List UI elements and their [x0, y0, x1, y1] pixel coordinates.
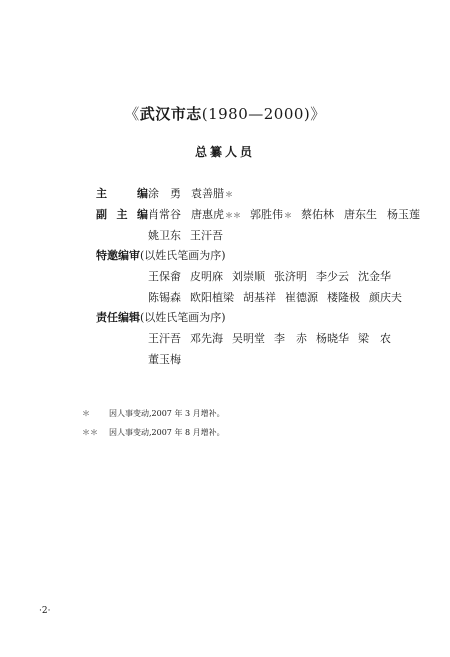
name-list [148, 206, 421, 222]
person-name: 颜庆夫 [369, 290, 402, 304]
footnote [82, 404, 225, 423]
person-name: 楼隆极 [327, 290, 360, 304]
special-editors-row [96, 286, 436, 307]
person-name: 涂 勇 [148, 186, 181, 200]
title-close-bracket: 》 [310, 105, 326, 123]
person-name: 刘崇顺 [232, 269, 265, 283]
person-name: 吴明堂 [232, 331, 265, 345]
person-name: 蔡佑林 [301, 207, 334, 221]
person-name: 王汗吾 [190, 228, 223, 242]
editor-in-chief-row [96, 182, 436, 203]
deputy-editor-row [96, 203, 436, 224]
person-name: 董玉梅 [148, 352, 181, 366]
footnote-symbol: ＊ [82, 409, 90, 418]
person-name: 王保畲 [148, 269, 181, 283]
person-name: 肖常谷 [148, 207, 181, 221]
special-editors-heading: 特邀编审 (以姓氏笔画为序) [96, 249, 226, 262]
person-name: 郭胜伟＊ [250, 207, 292, 221]
person-name: 邓先海 [190, 331, 223, 345]
footnote-text: 因人事变动,2007 年 3 月增补。 [109, 409, 225, 418]
footnotes [82, 404, 225, 442]
role-label: 副 主 编 [96, 207, 148, 221]
person-name: 崔德源 [285, 290, 318, 304]
name-list [148, 227, 223, 243]
special-editors-row [96, 265, 436, 286]
page-number: ·2· [39, 606, 51, 616]
title-name: 武汉市志 [139, 105, 202, 123]
person-name: 胡基祥 [243, 290, 276, 304]
footnote [82, 423, 225, 442]
section-heading: 总纂人员 [194, 145, 255, 159]
staff-list [96, 182, 436, 369]
responsible-editors-row [96, 348, 436, 369]
role-label: 主 编 [96, 186, 148, 200]
person-name: 杨玉莲 [387, 207, 420, 221]
person-name: 梁 农 [358, 331, 391, 345]
person-name: 皮明庥 [190, 269, 223, 283]
person-name: 陈锡森 [148, 290, 181, 304]
person-name: 姚卫东 [148, 228, 181, 242]
name-list [148, 351, 181, 367]
person-name: 欧阳植梁 [190, 290, 234, 304]
person-name: 唐惠虎＊＊ [191, 207, 241, 221]
book-title [0, 103, 450, 124]
name-list [148, 330, 391, 346]
person-name: 张济明 [274, 269, 307, 283]
deputy-editor-row-continued [96, 224, 436, 245]
title-open-bracket: 《 [124, 105, 140, 123]
person-name: 李少云 [316, 269, 349, 283]
title-years: (1980—2000) [201, 105, 311, 123]
name-list [148, 185, 233, 201]
person-name: 袁善腊＊ [191, 186, 233, 200]
name-list [148, 268, 391, 284]
responsible-editors-heading: 责任编辑 (以姓氏笔画为序) [96, 311, 226, 324]
name-list [148, 289, 402, 305]
responsible-editors-row [96, 327, 436, 348]
footnote-symbol: ＊＊ [82, 428, 98, 437]
person-name: 李 赤 [274, 331, 307, 345]
person-name: 唐东生 [344, 207, 377, 221]
footnote-text: 因人事变动,2007 年 8 月增补。 [109, 428, 225, 437]
person-name: 沈金华 [358, 269, 391, 283]
person-name: 王汗吾 [148, 331, 181, 345]
person-name: 杨晓华 [316, 331, 349, 345]
